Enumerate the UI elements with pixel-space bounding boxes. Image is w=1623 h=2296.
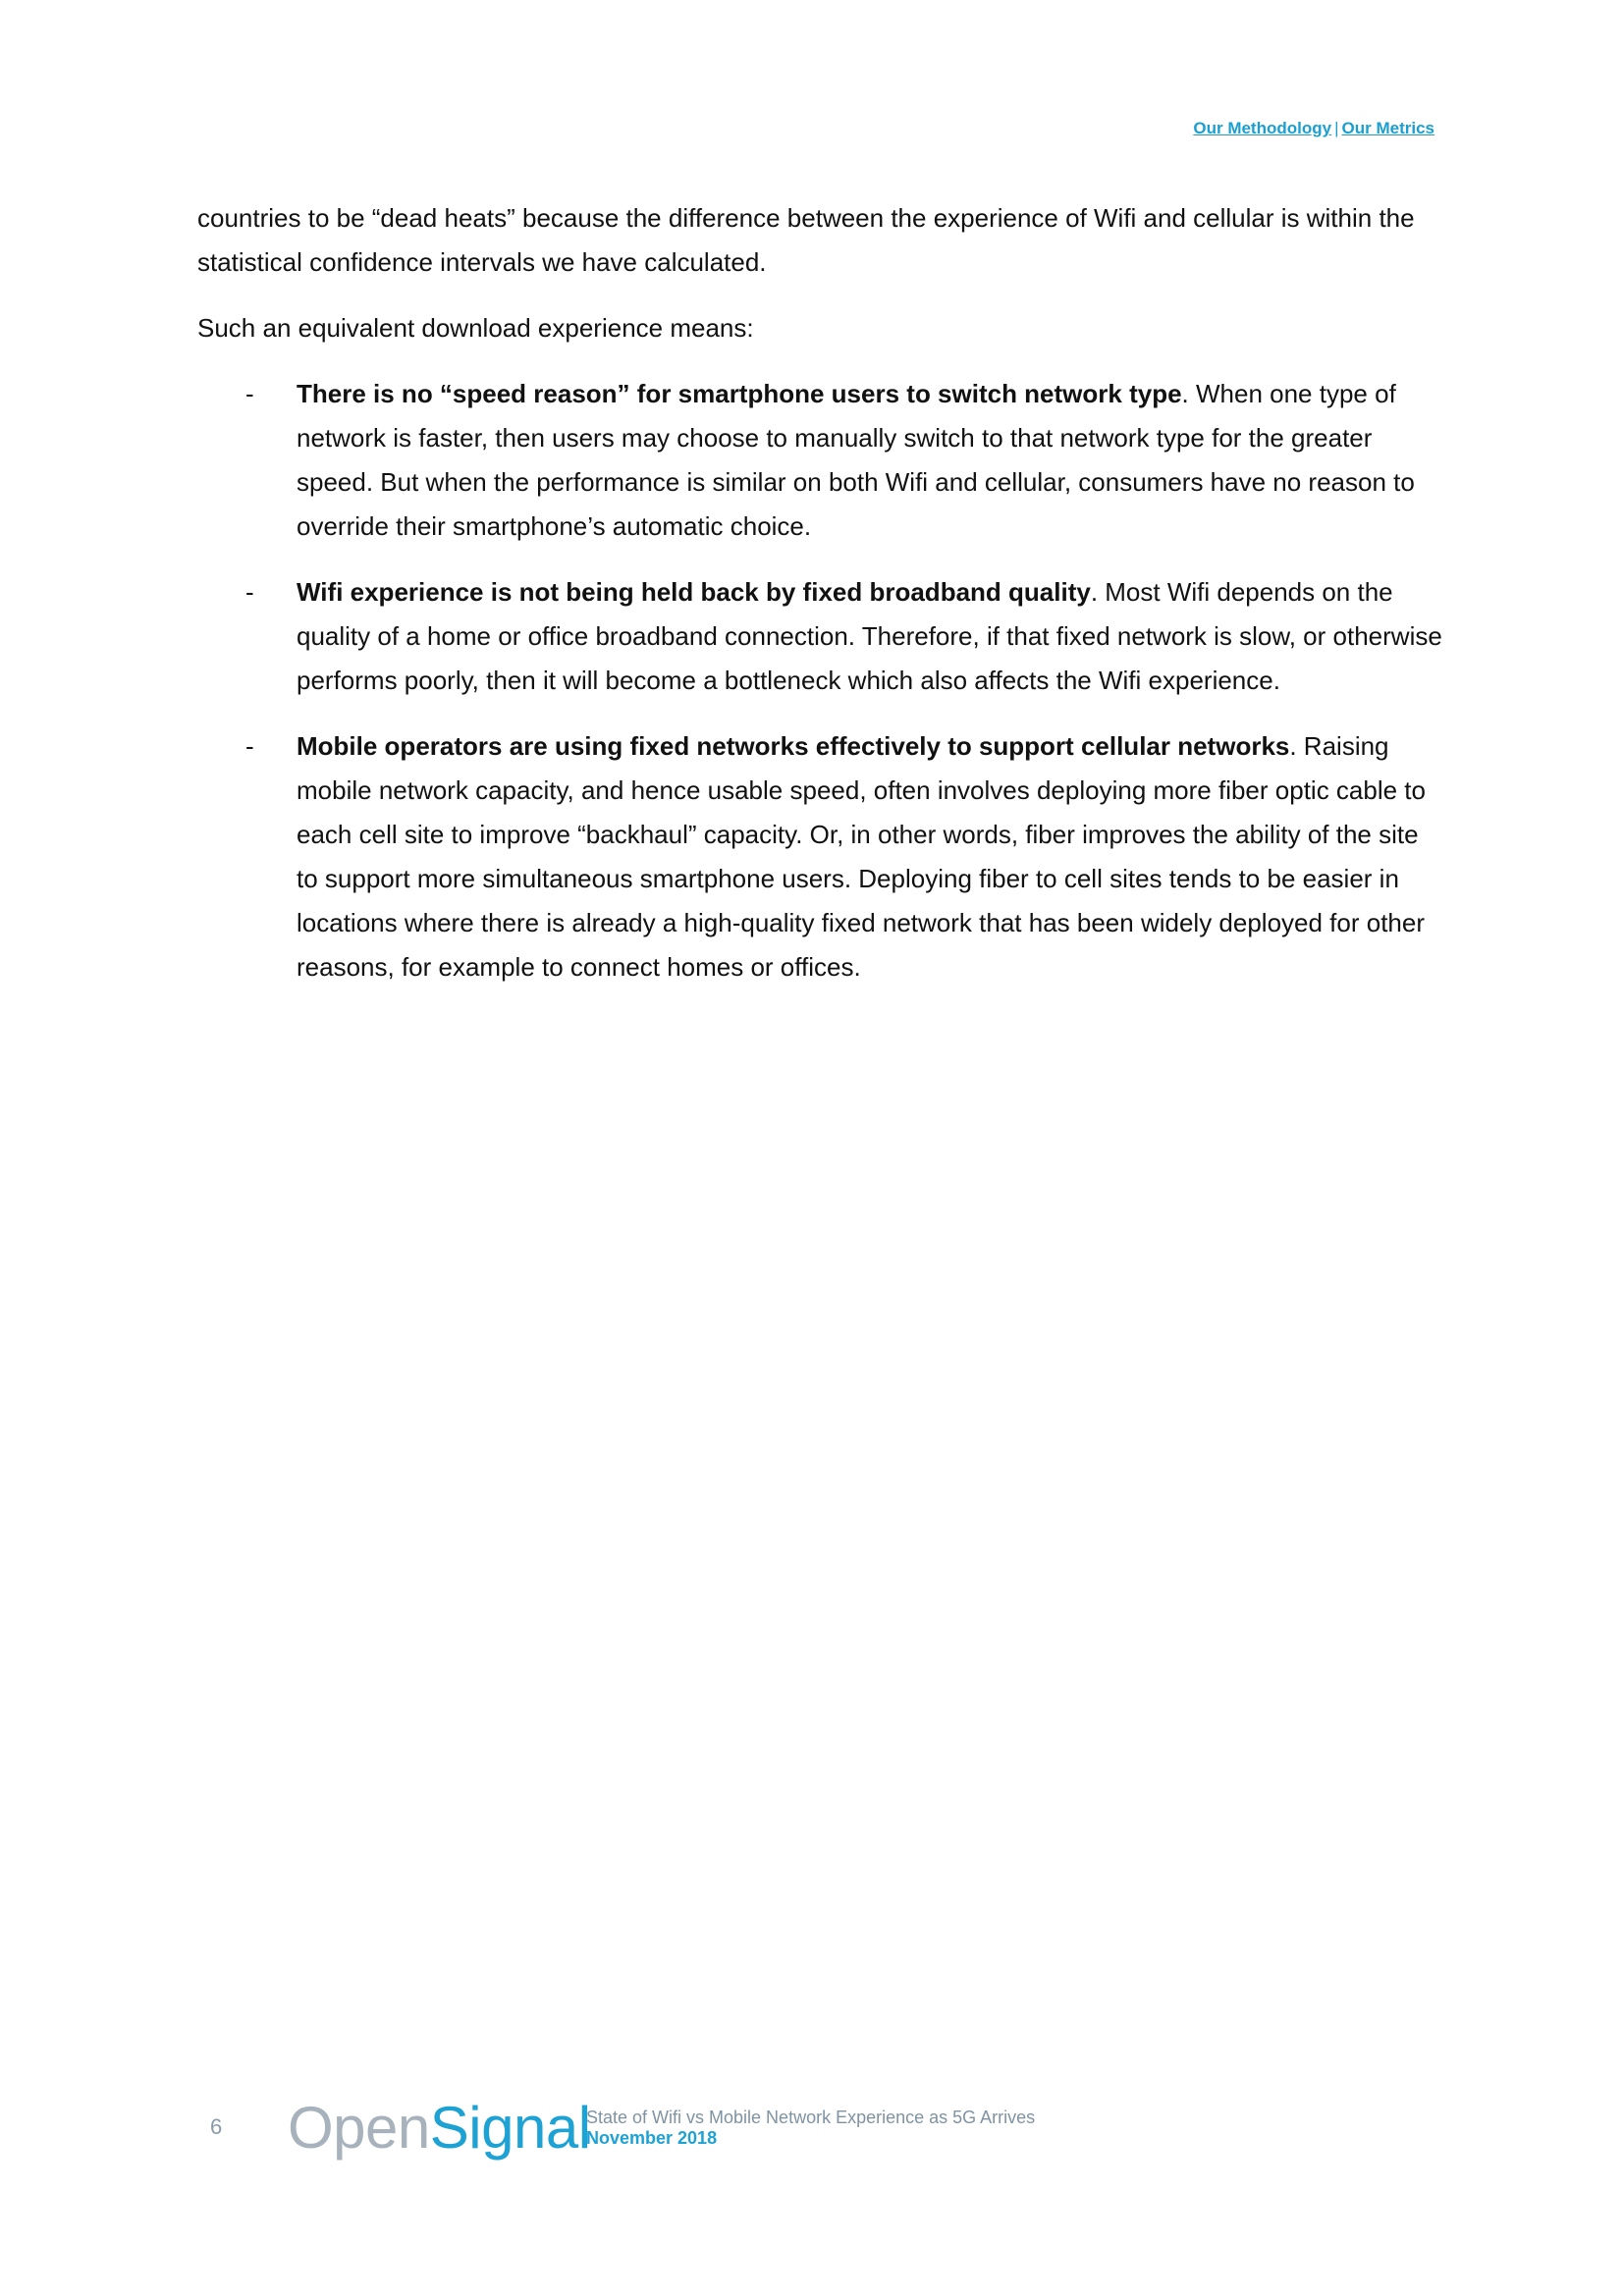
report-date: November 2018 [586,2128,718,2148]
logo-open: Open [288,2095,430,2161]
bullet-dash: - [245,731,254,761]
bullet-bold-lead: Mobile operators are using fixed networks effectively to support cellular networks [297,731,1290,761]
bullet-bold-lead: Wifi experience is not being held back by fixed broadband quality [297,577,1091,607]
opensignal-logo [288,2094,591,2163]
paragraph-2: Such an equivalent download experience means: [197,313,754,343]
page-number: 6 [210,2114,223,2139]
logo-signal: Signal [429,2095,591,2161]
bullet-text: . Raising mobile network capacity, and hence usable speed, often involves deploying more fiber optic cable to each cell site to improve “backhaul” capacity. Or, in other words, fiber improves the ability of the site to support more simultaneous smartphone users. Deploying fiber to cell sites tends to be easier in locations where there is already a high-quality fixed network that has been widely deployed for other reasons, for example to connect homes or offices. [297,731,1426,982]
bullet-item [197,570,1444,703]
paragraph-1: countries to be “dead heats” because the difference between the experience of Wifi and cellular is within the statistical confidence intervals we have calculated. [197,203,1415,277]
page-body [197,196,1444,1011]
bullet-list [197,372,1444,989]
header-links [1193,119,1434,138]
report-title: State of Wifi vs Mobile Network Experience as 5G Arrives [586,2108,1036,2127]
our-methodology-link[interactable]: Our Methodology [1193,119,1332,137]
bullet-dash: - [245,577,254,607]
bullet-dash: - [245,379,254,408]
bullet-item [197,372,1444,549]
bullet-item [197,724,1444,989]
bullet-text: . Most Wifi depends on the quality of a home or office broadband connection. Therefore, if that fixed network is slow, or otherwise performs poorly, then it will become a bottleneck which also affects the Wifi experience. [297,577,1442,695]
our-metrics-link[interactable]: Our Metrics [1341,119,1434,137]
bullet-text: . When one type of network is faster, then users may choose to manually switch to that network type for the greater speed. But when the performance is similar on both Wifi and cellular, consumers have no reason to override their smartphone’s automatic choice. [297,379,1415,541]
header-separator: | [1334,119,1339,137]
bullet-bold-lead: There is no “speed reason” for smartphone users to switch network type [297,379,1182,408]
footer-report-info [586,2108,1035,2149]
